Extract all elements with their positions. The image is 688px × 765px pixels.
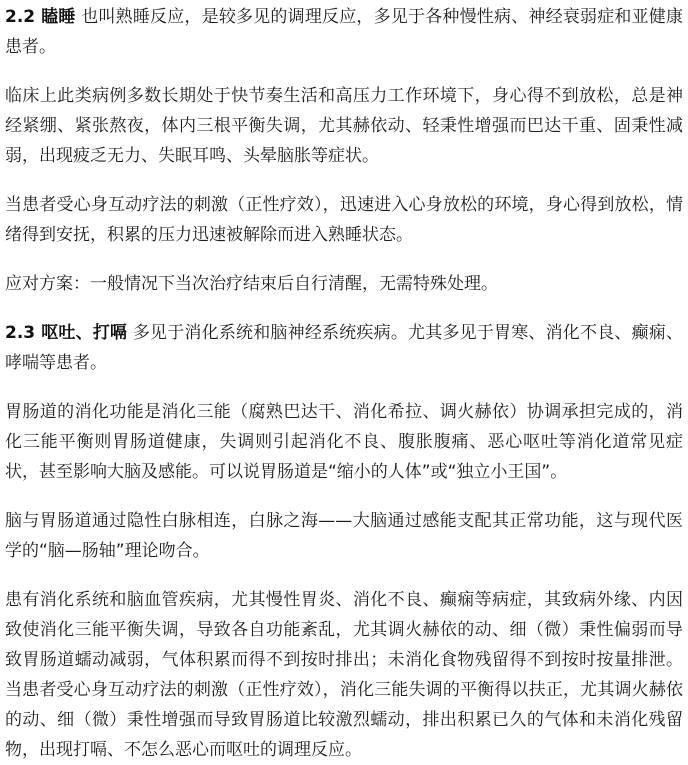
body-paragraph: 胃肠道的消化功能是消化三能（腐熟巴达干、消化希拉、调火赫依）协调承担完成的，消化三能平衡则胃肠道健康，失调则引起消化不良、腹胀腹痛、恶心呕吐等消化道常见症状，甚至影响大脑及感能。可以说胃肠道是“缩小的人体”或“独立小王国”。 <box>5 402 683 482</box>
section-paragraph: 2.3 呕吐、打嗝 多见于消化系统和脑神经系统疾病。尤其多见于胃寒、消化不良、癫痫、哮喘等患者。 <box>5 323 683 373</box>
body-paragraph: 患有消化系统和脑血管疾病，尤其慢性胃炎、消化不良、癫痫等病症，其致病外缘、内因致使消化三能平衡失调，导致各自功能紊乱，尤其调火赫依的动、细（微）秉性偏弱而导致胃肠道蠕动减弱，气体积累而得不到按时排出；未消化食物残留得不到按时按量排泄。当患者受心身互动疗法的刺激（正性疗效），消化三能失调的平衡得以扶正，尤其调火赫依的动、细（微）秉性增强而导致胃肠道比较激烈蠕动，排出积累已久的气体和未消化残留物，出现打嗝、不怎么恶心而呕吐的调理反应。 <box>5 590 683 760</box>
section-paragraph: 2.2 瞌睡 也叫熟睡反应，是较多见的调理反应，多见于各种慢性病、神经衰弱症和亚健康患者。 <box>5 7 683 57</box>
body-paragraph: 应对方案：一般情况下当次治疗结束后自行清醒，无需特殊处理。 <box>5 274 498 294</box>
body-paragraph: 脑与胃肠道通过隐性白脉相连，白脉之海——大脑通过感能支配其正常功能，这与现代医学的“脑—肠轴”理论吻合。 <box>5 511 683 561</box>
section-heading: 2.3 呕吐、打嗝 <box>5 323 128 343</box>
body-paragraph: 当患者受心身互动疗法的刺激（正性疗效），迅速进入心身放松的环境，身心得到放松，情绪得到安抚，积累的压力迅速被解除而进入熟睡状态。 <box>5 195 683 245</box>
body-paragraph: 临床上此类病例多数长期处于快节奏生活和高压力工作环境下，身心得不到放松，总是神经紧绷、紧张熬夜，体内三根平衡失调，尤其赫依动、轻秉性增强而巴达干重、固秉性减弱，出现疲乏无力、失眠耳鸣、头晕脑胀等症状。 <box>5 86 683 166</box>
section-heading: 2.2 瞌睡 <box>5 7 76 27</box>
